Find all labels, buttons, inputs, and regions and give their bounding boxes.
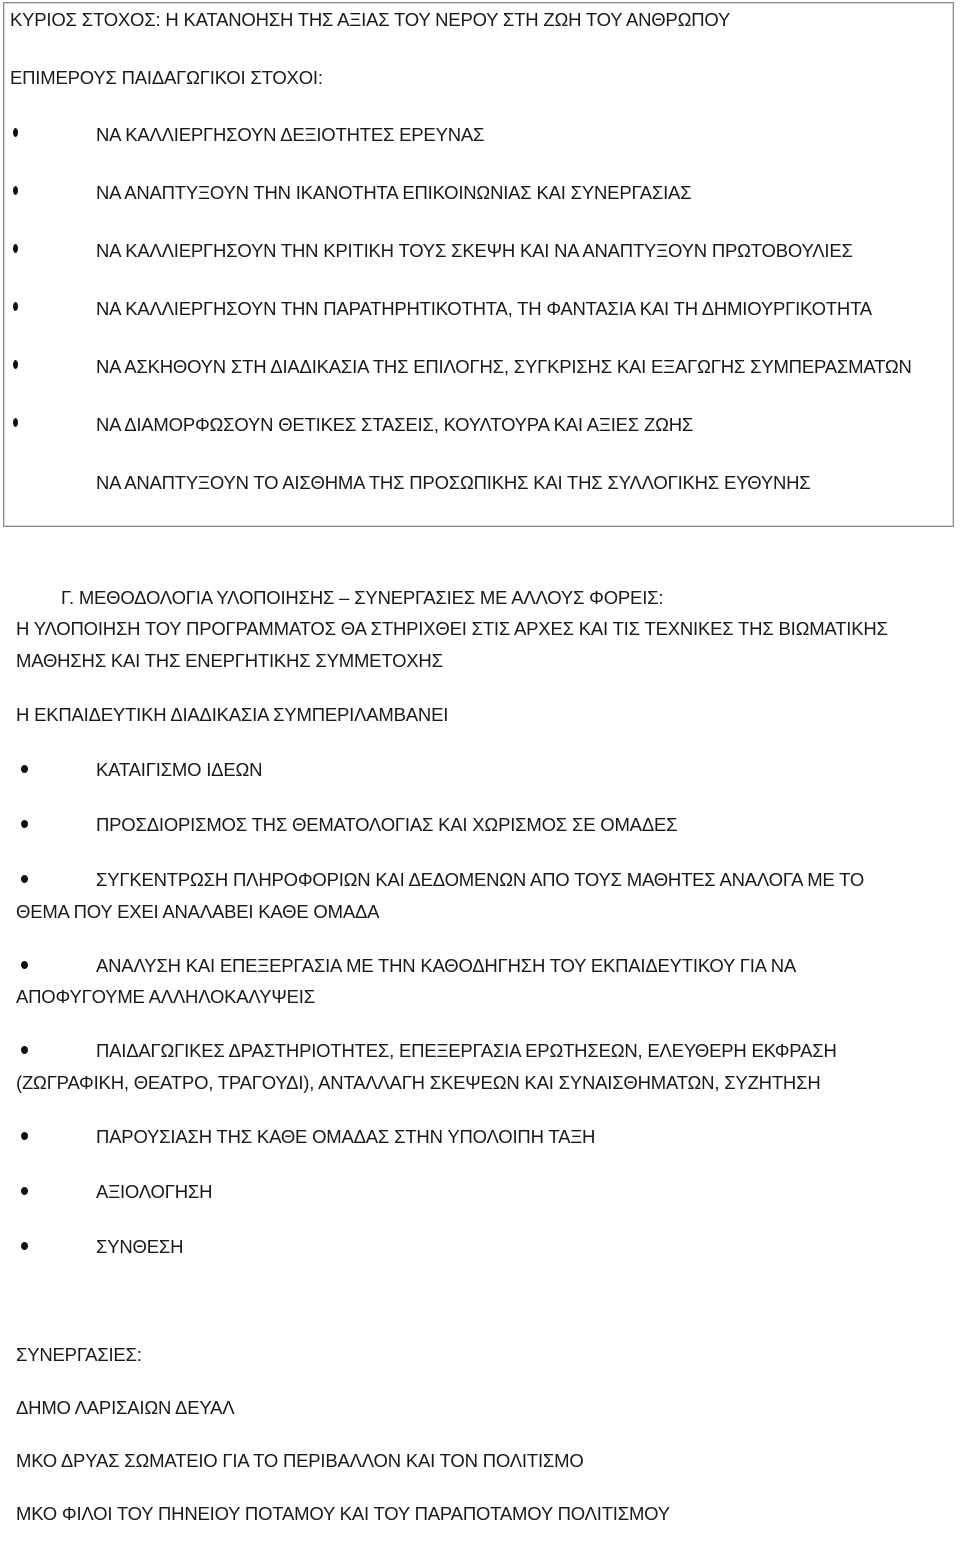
- bullet-icon: [21, 875, 28, 883]
- bullet-icon: [13, 302, 18, 311]
- partner-item: ΜΚΟ ΦΙΛΟΙ ΤΟΥ ΠΗΝΕΙΟΥ ΠΟΤΑΜΟΥ ΚΑΙ ΤΟΥ ΠΑΡΑΠΟΤΑΜΟΥ ΠΟΛΙΤΙΣΜΟΥ: [16, 1503, 670, 1524]
- bullet-icon: [21, 1132, 28, 1140]
- process-step: ΑΞΙΟΛΟΓΗΣΗ: [96, 1181, 213, 1202]
- sub-goals-title: ΕΠΙΜΕΡΟΥΣ ΠΑΙΔΑΓΩΓΙΚΟΙ ΣΤΟΧΟΙ:: [10, 67, 323, 88]
- process-step: ΑΝΑΛΥΣΗ ΚΑΙ ΕΠΕΞΕΡΓΑΣΙΑ ΜΕ ΤΗΝ ΚΑΘΟΔΗΓΗΣΗ ΤΟΥ ΕΚΠΑΙΔΕΥΤΙΚΟΥ ΓΙΑ ΝΑ: [96, 955, 797, 976]
- bullet-icon: [21, 1046, 28, 1054]
- process-step: ΠΡΟΣΔΙΟΡΙΣΜΟΣ ΤΗΣ ΘΕΜΑΤΟΛΟΓΙΑΣ ΚΑΙ ΧΩΡΙΣΜΟΣ ΣΕ ΟΜΑΔΕΣ: [96, 814, 678, 835]
- process-step: ΠΑΙΔΑΓΩΓΙΚΕΣ ΔΡΑΣΤΗΡΙΟΤΗΤΕΣ, ΕΠΕΞΕΡΓΑΣΙΑ ΕΡΩΤΗΣΕΩΝ, ΕΛΕΥΘΕΡΗ ΕΚΦΡΑΣΗ: [96, 1040, 837, 1061]
- bullet-icon: [21, 820, 28, 828]
- process-step-cont: ΑΠΟΦΥΓΟΥΜΕ ΑΛΛΗΛΟΚΑΛΥΨΕΙΣ: [16, 986, 315, 1007]
- sub-goal-item: ΝΑ ΚΑΛΛΙΕΡΓΗΣΟΥΝ ΔΕΞΙΟΤΗΤΕΣ ΕΡΕΥΝΑΣ: [96, 124, 485, 145]
- partner-item: ΔΗΜΟ ΛΑΡΙΣΑΙΩΝ ΔΕΥΑΛ: [16, 1397, 235, 1418]
- sub-goal-item: ΝΑ ΑΝΑΠΤΥΞΟΥΝ ΤΗΝ ΙΚΑΝΟΤΗΤΑ ΕΠΙΚΟΙΝΩΝΙΑΣ ΚΑΙ ΣΥΝΕΡΓΑΣΙΑΣ: [96, 182, 692, 203]
- bullet-icon: [21, 1187, 28, 1195]
- bullet-icon: [21, 961, 28, 969]
- methodology-heading: Γ. ΜΕΘΟΔΟΛΟΓΙΑ ΥΛΟΠΟΙΗΣΗΣ – ΣΥΝΕΡΓΑΣΙΕΣ ΜΕ ΑΛΛΟΥΣ ΦΟΡΕΙΣ:: [61, 587, 664, 608]
- bullet-icon: [13, 244, 18, 253]
- process-step: ΠΑΡΟΥΣΙΑΣΗ ΤΗΣ ΚΑΘΕ ΟΜΑΔΑΣ ΣΤΗΝ ΥΠΟΛΟΙΠΗ ΤΑΞΗ: [96, 1126, 596, 1147]
- sub-goal-item: ΝΑ ΚΑΛΛΙΕΡΓΗΣΟΥΝ ΤΗΝ ΠΑΡΑΤΗΡΗΤΙΚΟΤΗΤΑ, ΤΗ ΦΑΝΤΑΣΙΑ ΚΑΙ ΤΗ ΔΗΜΙΟΥΡΓΙΚΟΤΗΤΑ: [96, 298, 872, 319]
- sub-goal-item: ΝΑ ΑΝΑΠΤΥΞΟΥΝ ΤΟ ΑΙΣΘΗΜΑ ΤΗΣ ΠΡΟΣΩΠΙΚΗΣ ΚΑΙ ΤΗΣ ΣΥΛΛΟΓΙΚΗΣ ΕΥΘΥΝΗΣ: [96, 472, 811, 493]
- methodology-intro: Η ΥΛΟΠΟΙΗΣΗ ΤΟΥ ΠΡΟΓΡΑΜΜΑΤΟΣ ΘΑ ΣΤΗΡΙΧΘΕΙ ΣΤΙΣ ΑΡΧΕΣ ΚΑΙ ΤΙΣ ΤΕΧΝΙΚΕΣ ΤΗΣ ΒΙΩΜΑΤΙΚΗΣ: [16, 618, 888, 639]
- bullet-icon: [13, 128, 18, 137]
- sub-goal-item: ΝΑ ΑΣΚΗΘΟΥΝ ΣΤΗ ΔΙΑΔΙΚΑΣΙΑ ΤΗΣ ΕΠΙΛΟΓΗΣ, ΣΥΓΚΡΙΣΗΣ ΚΑΙ ΕΞΑΓΩΓΗΣ ΣΥΜΠΕΡΑΣΜΑΤΩΝ: [96, 356, 912, 377]
- process-step: ΣΥΝΘΕΣΗ: [96, 1236, 184, 1257]
- process-step-cont: ΘΕΜΑ ΠΟΥ ΕΧΕΙ ΑΝΑΛΑΒΕΙ ΚΑΘΕ ΟΜΑΔΑ: [16, 901, 380, 922]
- bullet-icon: [21, 1242, 28, 1250]
- sub-goal-item: ΝΑ ΔΙΑΜΟΡΦΩΣΟΥΝ ΘΕΤΙΚΕΣ ΣΤΑΣΕΙΣ, ΚΟΥΛΤΟΥΡΑ ΚΑΙ ΑΞΙΕΣ ΖΩΗΣ: [96, 414, 694, 435]
- partners-title: ΣΥΝΕΡΓΑΣΙΕΣ:: [16, 1344, 142, 1365]
- methodology-intro-cont: ΜΑΘΗΣΗΣ ΚΑΙ ΤΗΣ ΕΝΕΡΓΗΤΙΚΗΣ ΣΥΜΜΕΤΟΧΗΣ: [16, 650, 443, 671]
- main-goal: ΚΥΡΙΟΣ ΣΤΟΧΟΣ: Η ΚΑΤΑΝΟΗΣΗ ΤΗΣ ΑΞΙΑΣ ΤΟΥ ΝΕΡΟΥ ΣΤΗ ΖΩΗ ΤΟΥ ΑΝΘΡΩΠΟΥ: [10, 9, 731, 30]
- partner-item: ΜΚΟ ΔΡΥΑΣ ΣΩΜΑΤΕΙΟ ΓΙΑ ΤΟ ΠΕΡΙΒΑΛΛΟΝ ΚΑΙ ΤΟΝ ΠΟΛΙΤΙΣΜΟ: [16, 1450, 584, 1471]
- sub-goal-item: ΝΑ ΚΑΛΛΙΕΡΓΗΣΟΥΝ ΤΗΝ ΚΡΙΤΙΚΗ ΤΟΥΣ ΣΚΕΨΗ ΚΑΙ ΝΑ ΑΝΑΠΤΥΞΟΥΝ ΠΡΩΤΟΒΟΥΛΙΕΣ: [96, 240, 853, 261]
- process-step-cont: (ΖΩΓΡΑΦΙΚΗ, ΘΕΑΤΡΟ, ΤΡΑΓΟΥΔΙ), ΑΝΤΑΛΛΑΓΗ ΣΚΕΨΕΩΝ ΚΑΙ ΣΥΝΑΙΣΘΗΜΑΤΩΝ, ΣΥΖΗΤΗΣΗ: [16, 1072, 821, 1093]
- bullet-icon: [13, 360, 18, 369]
- process-title: Η ΕΚΠΑΙΔΕΥΤΙΚΗ ΔΙΑΔΙΚΑΣΙΑ ΣΥΜΠΕΡΙΛΑΜΒΑΝΕΙ: [16, 704, 449, 725]
- bullet-icon: [21, 765, 28, 773]
- bullet-icon: [13, 418, 18, 427]
- bullet-icon: [13, 186, 18, 195]
- process-step: ΣΥΓΚΕΝΤΡΩΣΗ ΠΛΗΡΟΦΟΡΙΩΝ ΚΑΙ ΔΕΔΟΜΕΝΩΝ ΑΠΟ ΤΟΥΣ ΜΑΘΗΤΕΣ ΑΝΑΛΟΓΑ ΜΕ ΤΟ: [96, 869, 865, 890]
- process-step: ΚΑΤΑΙΓΙΣΜΟ ΙΔΕΩΝ: [96, 759, 263, 780]
